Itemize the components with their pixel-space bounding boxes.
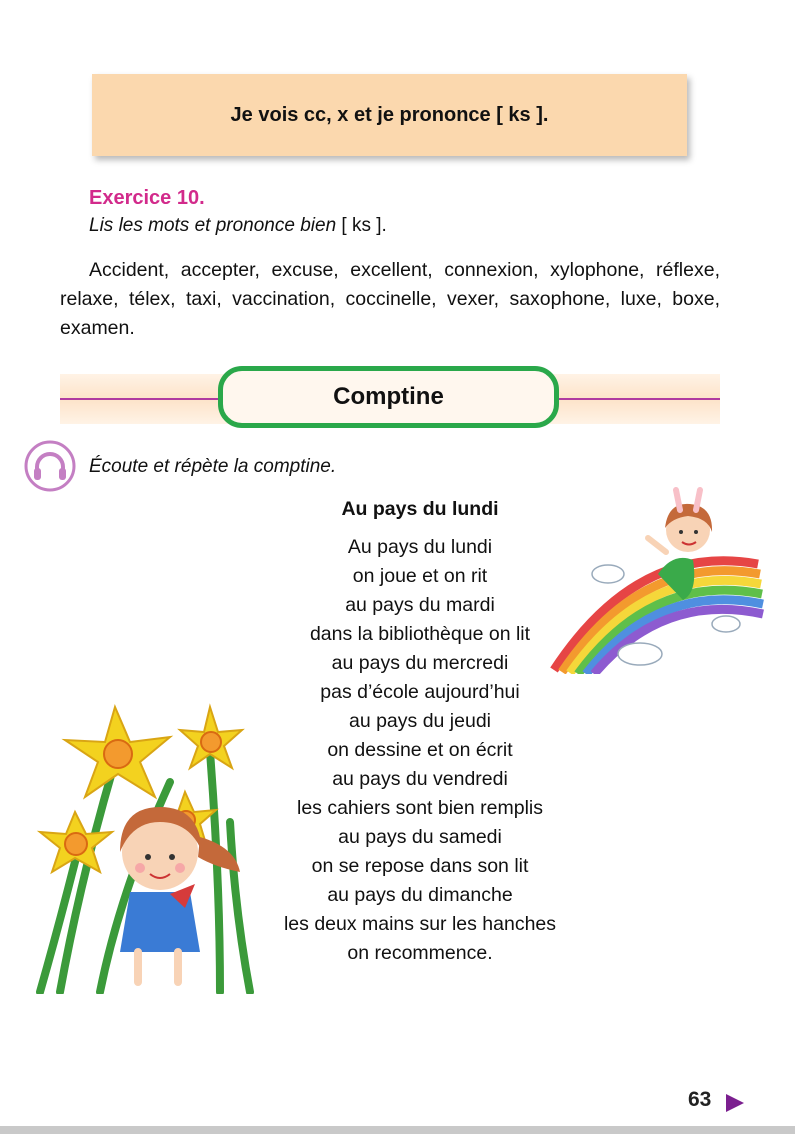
listen-instruction: Écoute et répète la comptine. <box>89 456 337 477</box>
section-title: Comptine <box>333 383 444 410</box>
exercise-word-list: Accident, accepter, excuse, excellent, connexion, xylophone, réflexe, relaxe, télex, taxi, vaccination, coccinelle, vexer, saxophone, luxe, boxe, examen. <box>60 259 720 339</box>
exercise-instruction-italic: Lis les mots et prononce bien <box>89 215 337 236</box>
exercise-instruction <box>89 215 387 237</box>
rule-box <box>92 74 687 156</box>
triangle-right-icon[interactable] <box>724 1092 746 1114</box>
poem-line: on recommence. <box>347 942 493 964</box>
poem-line: les cahiers sont bien remplis <box>296 797 544 819</box>
section-title-pill <box>218 366 559 428</box>
poem-line: dans la bibliothèque on lit <box>309 623 531 645</box>
poem-line: au pays du dimanche <box>327 884 513 906</box>
exercise-instruction-sound: [ ks ]. <box>336 215 387 236</box>
poem-line: au pays du mardi <box>345 594 495 616</box>
poem-line: au pays du samedi <box>338 826 502 848</box>
poem-line: Au pays du lundi <box>347 536 493 558</box>
rainbow-girl-illustration <box>548 482 768 674</box>
poem-title: Au pays du lundi <box>341 498 499 520</box>
bottom-edge <box>0 1126 795 1134</box>
poem-line: au pays du jeudi <box>348 710 492 732</box>
page-number: 63 <box>688 1088 712 1111</box>
section-divider-right <box>558 398 720 400</box>
poem-line: au pays du vendredi <box>332 768 508 790</box>
poem-line: on se repose dans son lit <box>311 855 529 877</box>
section-divider-left <box>60 398 220 400</box>
poem-line: pas d’école aujourd’hui <box>320 681 520 703</box>
exercise-title: Exercice 10. <box>89 187 205 209</box>
poem-line: on dessine et on écrit <box>327 739 513 761</box>
rule-text: Je vois cc, x et je prononce [ ks ]. <box>230 103 549 126</box>
daffodils-girl-illustration <box>20 662 280 994</box>
poem-line: on joue et on rit <box>352 565 488 587</box>
headphones-icon <box>24 440 76 492</box>
poem-line: au pays du mercredi <box>331 652 509 674</box>
poem-line: les deux mains sur les hanches <box>283 913 557 935</box>
